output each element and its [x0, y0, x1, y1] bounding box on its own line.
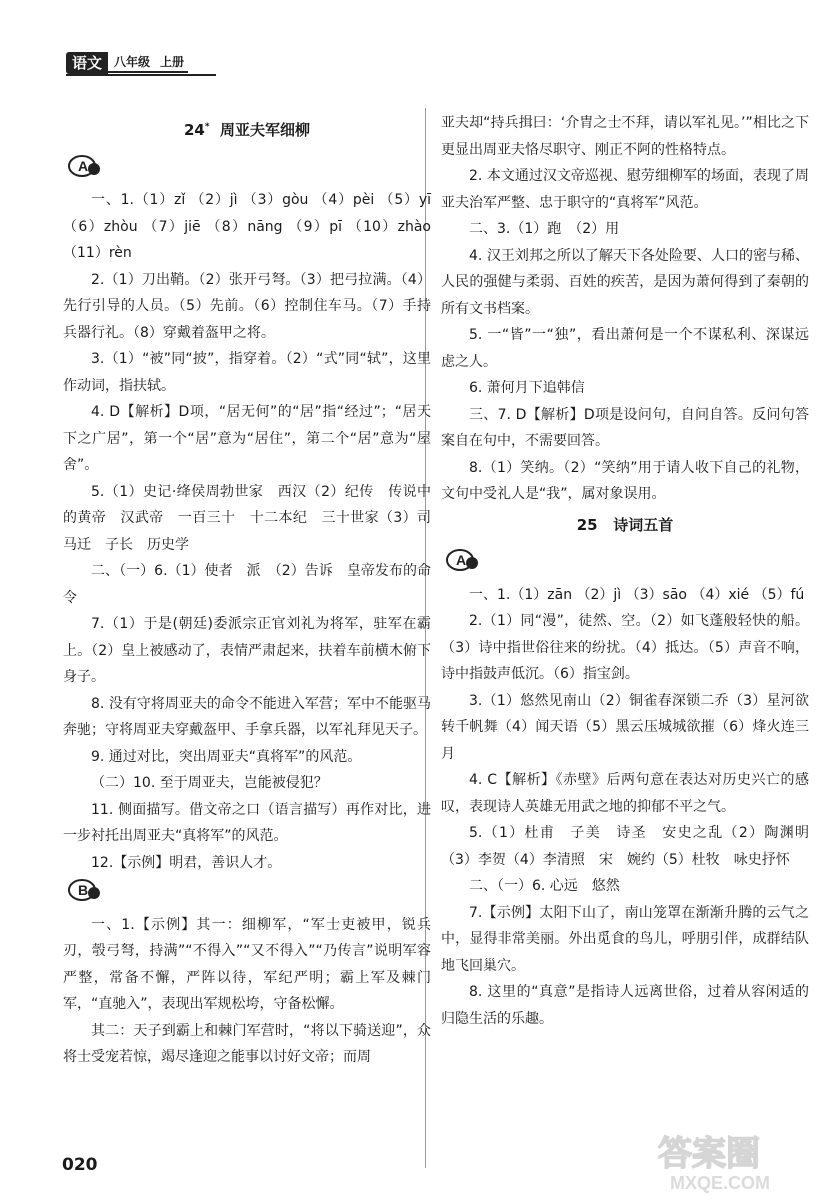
header-volume: 上册 — [156, 53, 188, 73]
answer-paragraph-8: 8. 没有守将周亚夫的命令不能进入军营；军中不能驱马奔驰；守将周亚夫穿戴盔甲、手拿兵器，以军礼拜见天子。 — [63, 695, 431, 738]
answer-paragraph-3: 3.（1）“被”同“披”，指穿着。（2）“式”同“轼”，这里作动词，指扶轼。 — [63, 351, 431, 394]
answer-paragraph-1: 一、1.【示例】其一：细柳军，“军士吏被甲，锐兵刃，彀弓弩，持满”“不得入”“又不得入”“乃传言”说明军容严整，常备不懈，严阵以待，军纪严明；霸上军及棘门军，“直驰入”，表现出军规松垮，守备松懈。 — [63, 916, 431, 1012]
section-title-24 — [63, 114, 431, 144]
right-column — [441, 110, 809, 1032]
section-title-25 — [441, 512, 809, 539]
answer-paragraph-5: 5.（1）史记·绛侯周勃世家 西汉（2）纪传 传说中的黄帝 汉武帝 一百三十 十二本纪 三十世家（3）司马迁 子长 历史学 — [63, 483, 431, 553]
answer-paragraph-2: 其二：天子到霸上和棘门军营时，“将以下骑送迎”，众将士受宠若惊，竭尽逢迎之能事以讨好文帝；而周 — [63, 1022, 431, 1065]
answer-paragraph-7: 7.（1）于是(朝廷)委派宗正官刘礼为将军，驻军在霸上。（2）皇上被感动了，表情严肃起来，扶着车前横木俯下身子。 — [63, 616, 431, 685]
badge-a-letter: A — [456, 552, 467, 568]
header-grade: 八年级 — [108, 53, 156, 73]
answer-paragraph-7: 7.【示例】太阳下山了，南山笼罩在渐渐升腾的云气之中，显得非常美丽。外出觅食的鸟儿，呼朋引伴，成群结队地飞回巢穴。 — [441, 904, 809, 974]
answer-paragraph-5: 5.（1）杜甫 子美 诗圣 安史之乱（2）陶渊明（3）李贺（4）李清照 宋 婉约（5）杜牧 咏史抒怀 — [441, 825, 809, 868]
answer-paragraph-2: 2. 本文通过汉文帝巡视、慰劳细柳军的场面，表现了周亚夫治军严整、忠于职守的“真将军”风范。 — [441, 168, 809, 211]
section-number: 25 — [576, 515, 598, 534]
answer-paragraph-5: 5. 一“皆”一“独”，看出萧何是一个不谋私利、深谋远虑之人。 — [441, 327, 809, 370]
svg-text:MXQE.COM: MXQE.COM — [670, 1173, 771, 1193]
watermark-logo-icon — [650, 1125, 810, 1195]
answer-paragraph-4: 4. C【解析】《赤壁》后两句意在表达对历史兴亡的感叹，表现诗人英雄无用武之地的抑郁不平之气。 — [441, 772, 809, 815]
answer-paragraph-3: 二、3.（1）跑 （2）用 — [469, 221, 620, 237]
section-number: 24 — [183, 121, 205, 139]
right-answers-bottom — [441, 582, 809, 1033]
answer-paragraph-6: 二、（一）6. 心远 悠然 — [469, 878, 620, 894]
answer-paragraph-4: 4. D【解析】D项，“居无何”的“居”指“经过”；“居天下之广居”，第一个“居”意为“居住”，第二个“居”意为“屋舍”。 — [63, 404, 431, 473]
answer-paragraph-1: 一、1.（1）zǐ （2）jì （3）gòu （4）pèi （5）yī （6）zhòu （7）jiē （8）nāng （9）pī （10）zhào （11）rèn — [63, 192, 431, 261]
answer-paragraph-12: 12.【示例】明君，善识人才。 — [91, 854, 282, 871]
answer-paragraph-7: 三、7. D【解析】D项是设问句，自问自答。反问句答案自在句中，不需要回答。 — [441, 406, 809, 449]
answer-paragraph-11: 11. 侧面描写。借文帝之口（语言描写）再作对比，进一步衬托出周亚夫“真将军”的风范。 — [63, 801, 431, 844]
level-b-badge-icon — [67, 878, 103, 902]
answer-paragraph-1: 亚夫却“持兵揖曰：‘介胄之士不拜，请以军礼见。’”相比之下更显出周亚夫恪尽职守、刚正不阿的性格特点。 — [441, 115, 809, 158]
level-a-badge-icon — [445, 548, 481, 572]
answer-paragraph-4: 4. 汉王刘邦之所以了解天下各处险要、人口的密与稀、人民的强健与柔弱、百姓的疾苦，是因为萧何得到了秦朝的所有文书档案。 — [441, 247, 809, 317]
answer-paragraph-6: 二、（一）6.（1）使者 派 （2）告诉 皇帝发布的命令 — [63, 563, 431, 606]
right-answers-top — [441, 110, 809, 508]
answer-paragraph-8: 8. 这里的“真意”是指诗人远离世俗，过着从容闲适的归隐生活的乐趣。 — [441, 984, 809, 1027]
answer-paragraph-3: 3.（1）悠然见南山（2）铜雀春深锁二乔（3）星河欲转千帆舞（4）闻天语（5）黑云压城城欲摧（6）烽火连三月 — [441, 692, 809, 762]
level-a-badge-icon — [67, 154, 103, 178]
badge-a-letter: A — [78, 157, 89, 174]
left-column — [63, 110, 431, 1071]
svg-text:答案圈: 答案圈 — [658, 1134, 760, 1174]
answer-paragraph-2: 2.（1）同“漫”，徒然、空。（2）如飞蓬般轻快的船。（3）诗中指世俗往来的纷扰。（4）抵达。（5）声音不响，诗中指鼓声低沉。（6）指宝剑。 — [441, 613, 809, 682]
left-answers-a — [63, 187, 431, 876]
page-number: 020 — [62, 1155, 98, 1175]
answer-paragraph-9: 9. 通过对比，突出周亚夫“真将军”的风范。 — [91, 748, 362, 765]
answer-paragraph-1: 一、1.（1）zān （2）jì （3）sāo （4）xié （5）fú — [469, 586, 805, 603]
badge-b-letter: B — [78, 882, 89, 898]
section-title-text: 周亚夫军细柳 — [220, 121, 311, 139]
page-header — [66, 52, 188, 74]
section-title-text: 诗词五首 — [613, 515, 674, 534]
answer-paragraph-6: 6. 萧何月下追韩信 — [469, 380, 585, 396]
header-subject: 语文 — [66, 52, 108, 74]
answer-paragraph-2: 2.（1）刀出鞘。（2）张开弓弩。（3）把弓拉满。（4）先行引导的人员。（5）先前。（6）控制住车马。（7）手持兵器行礼。（8）穿戴着盔甲之将。 — [63, 271, 431, 341]
answer-paragraph-8: 8.（1）笑纳。（2）“笑纳”用于请人收下自己的礼物，文句中受礼人是“我”，属对象误用。 — [441, 459, 809, 502]
header-rule — [66, 74, 216, 76]
section-mark: * — [204, 122, 210, 132]
answer-paragraph-10: （二）10. 至于周亚夫，岂能被侵犯？ — [91, 775, 328, 791]
left-answers-b — [63, 912, 431, 1071]
